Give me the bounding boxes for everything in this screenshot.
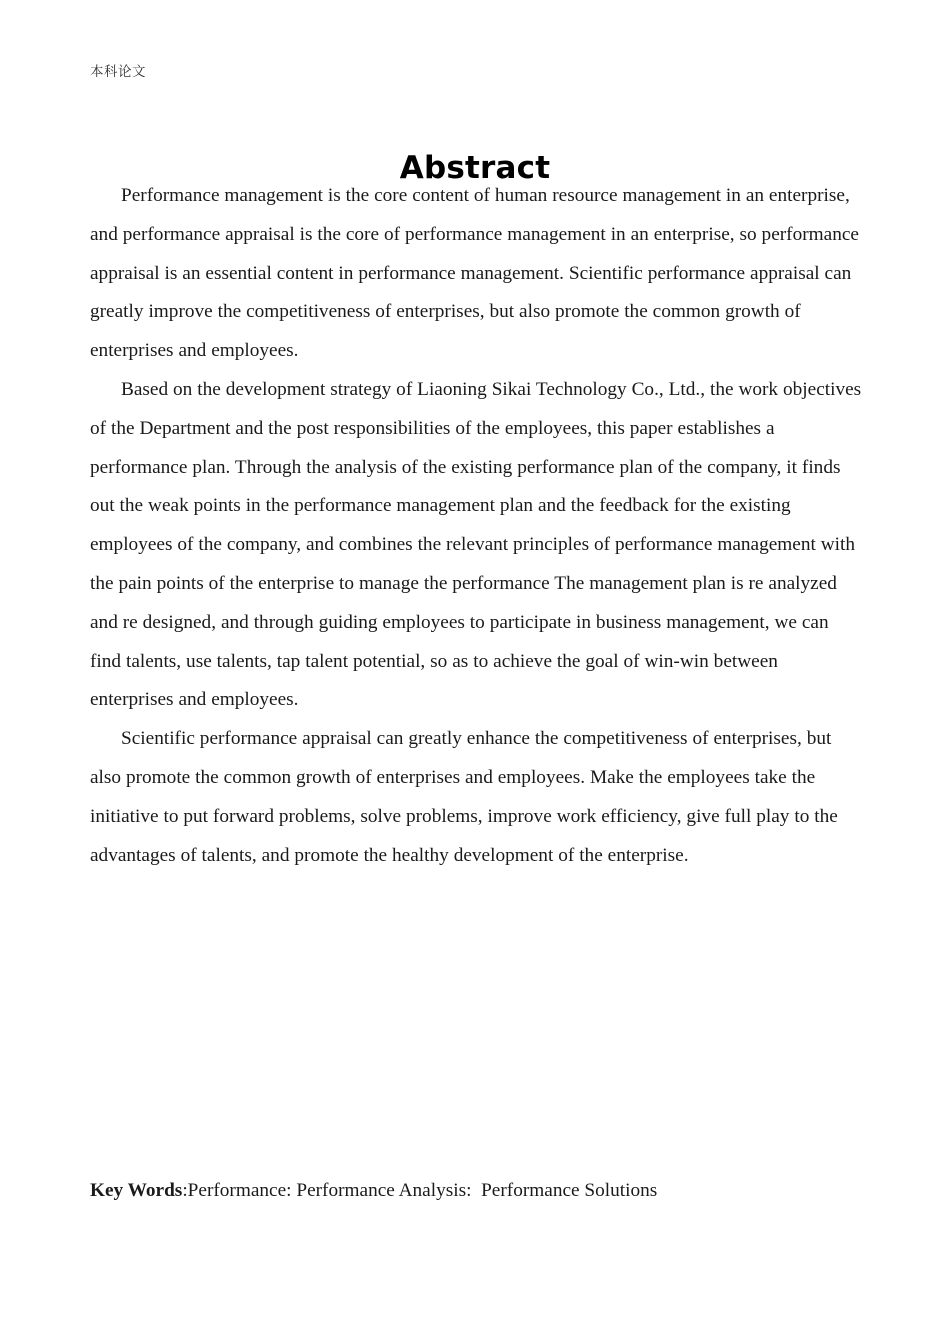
abstract-body [90,177,862,875]
keywords-line [90,1176,890,1206]
abstract-paragraph-1: Performance management is the core content of human resource management in an enterprise, and performance appraisal is the core of performance management in an enterprise, so performance appraisal is an essential content in performance management. Scientific performance appraisal can greatly improve the competitiveness of enterprises, but also promote the common growth of enterprises and employees. [90,185,859,362]
running-header: 本科论文 [90,64,146,80]
abstract-paragraph-2: Based on the development strategy of Liaoning Sikai Technology Co., Ltd., the work objectives of the Department and the post responsibilities of the employees, this paper establishes a performance plan. Through the analysis of the existing performance plan of the company, it finds out the weak points in the performance management plan and the feedback for the existing employees of the company, and combines the relevant principles of performance management with the pain points of the enterprise to manage the performance The management plan is re analyzed and re designed, and through guiding employees to participate in business management, we can find talents, use talents, tap talent potential, so as to achieve the goal of win-win between enterprises and employees. [90,378,862,711]
keywords-label: Key Words [90,1180,183,1201]
page-title: Abstract [399,149,551,186]
keywords-value: :Performance: Performance Analysis: Performance Solutions [182,1180,658,1201]
abstract-paragraph-3: Scientific performance appraisal can greatly enhance the competitiveness of enterprises, but also promote the common growth of enterprises and employees. Make the employees take the initiative to put forward problems, solve problems, improve work efficiency, give full play to the advantages of talents, and promote the healthy development of the enterprise. [90,728,838,866]
